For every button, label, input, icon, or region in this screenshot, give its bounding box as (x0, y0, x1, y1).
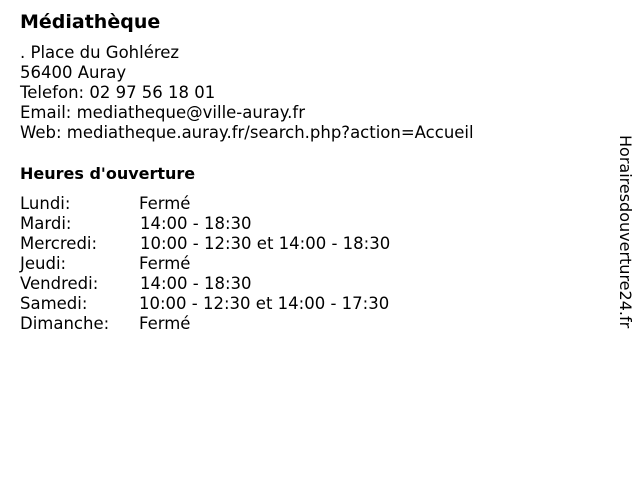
day-label: Dimanche: (20, 314, 110, 333)
day-hours: 10:00 - 12:30 et 14:00 - 18:30 (140, 234, 391, 253)
day-label: Mercredi: (20, 234, 98, 253)
page-title: Médiathèque (20, 11, 161, 33)
day-label: Samedi: (20, 294, 88, 313)
website-address: Web: mediatheque.auray.fr/search.php?action=Accueil (20, 123, 474, 142)
day-hours: 10:00 - 12:30 et 14:00 - 17:30 (139, 294, 390, 313)
day-label: Vendredi: (20, 274, 99, 293)
city-postal: 56400 Auray (20, 63, 127, 82)
day-hours: Fermé (139, 254, 191, 273)
day-hours: Fermé (139, 194, 191, 213)
email-address: Email: mediatheque@ville-auray.fr (20, 103, 305, 122)
phone-number: Telefon: 02 97 56 18 01 (20, 83, 216, 102)
day-hours: 14:00 - 18:30 (140, 274, 252, 293)
address-block (20, 43, 474, 143)
day-label: Jeudi: (20, 254, 67, 273)
day-label: Mardi: (20, 214, 72, 233)
day-label: Lundi: (20, 194, 71, 213)
day-hours: Fermé (139, 314, 191, 333)
day-hours: 14:00 - 18:30 (140, 214, 252, 233)
hours-heading: Heures d'ouverture (20, 164, 196, 183)
site-watermark-text: Horairesdouverture24.fr (616, 135, 635, 329)
street-address: . Place du Gohlérez (20, 43, 180, 62)
